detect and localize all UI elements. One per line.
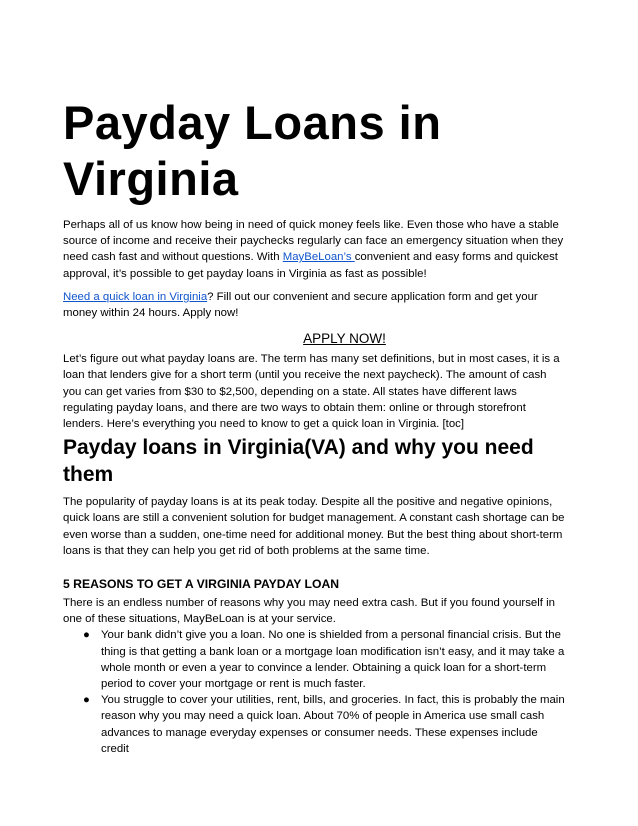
reasons-list (63, 627, 566, 757)
page-title (63, 95, 566, 207)
section-heading: Payday loans in Virginia(VA) and why you need them (63, 436, 534, 487)
reason-text: Your bank didn’t give you a loan. No one is shielded from a personal financial crisis. But the thing is that getting a bank loan or a mortgage loan modification isn’t easy, and it may take a whole month or even a year to convince a lender. Obtaining a quick loan for a short-term period to cover your mortgage or rent is much faster. (101, 629, 565, 691)
intro-text-after: convenient and easy forms and quickest approval, it’s possible to get payday loans in Virginia as fast as possible! (63, 251, 558, 280)
title-line-1: Payday Loans in (63, 96, 442, 149)
cta-paragraph (63, 289, 566, 321)
intro-paragraph (63, 217, 566, 282)
intro-text-before: Perhaps all of us know how being in need of quick money feels like. Even those who have a stable source of income and receive their paychecks regularly can face an emergency situation when they need cash fast and without questions. With (63, 219, 564, 264)
popularity-paragraph: The popularity of payday loans is at its peak today. Despite all the positive and negative opinions, quick loans are still a convenient solution for budget management. A constant cash shortage can be even worse than a sudden, one-time need for additional money. But the best thing about short-term loans is that they can help you get rid of both problems at the same time. (63, 496, 565, 557)
list-item (63, 692, 566, 757)
quick-loan-virginia-link[interactable]: Need a quick loan in Virginia (63, 290, 208, 303)
reason-text: You struggle to cover your utilities, rent, bills, and groceries. In fact, this is probably the main reason why you may need a quick loan. About 70% of people in America use small cash advances to manage everyday expenses or consumer needs. These expenses include credit (101, 694, 565, 755)
reasons-intro: There is an endless number of reasons why you may need extra cash. But if you found yourself in one of these situations, MayBeLoan is at your service. (63, 597, 555, 626)
maybeloan-link[interactable]: MayBeLoan’s (282, 251, 355, 264)
bullet-icon: ● (83, 629, 90, 642)
apply-now-link[interactable]: APPLY NOW! (303, 331, 386, 347)
cta-text-after: ? Fill out our convenient and secure application form and get your money within 24 hours. Apply now! (63, 290, 538, 320)
explanation-paragraph: Let’s figure out what payday loans are. The term has many set definitions, but in most cases, it is a loan that lenders give for a short term (until you receive the next paycheck). The amount of cash you can get varies from $30 to $2,500, depending on a state. All states have different laws regulating payday loans, and there are two ways to obtain them: online or through storefront lenders. Here’s everything you need to know to get a quick loan in Virginia. [toc] (63, 353, 560, 431)
reasons-heading: 5 REASONS TO GET A VIRGINIA PAYDAY LOAN (63, 577, 340, 592)
list-item (63, 627, 566, 692)
apply-now-container (63, 330, 566, 347)
bullet-icon: ● (83, 694, 90, 707)
title-line-2: Virginia (63, 152, 239, 205)
